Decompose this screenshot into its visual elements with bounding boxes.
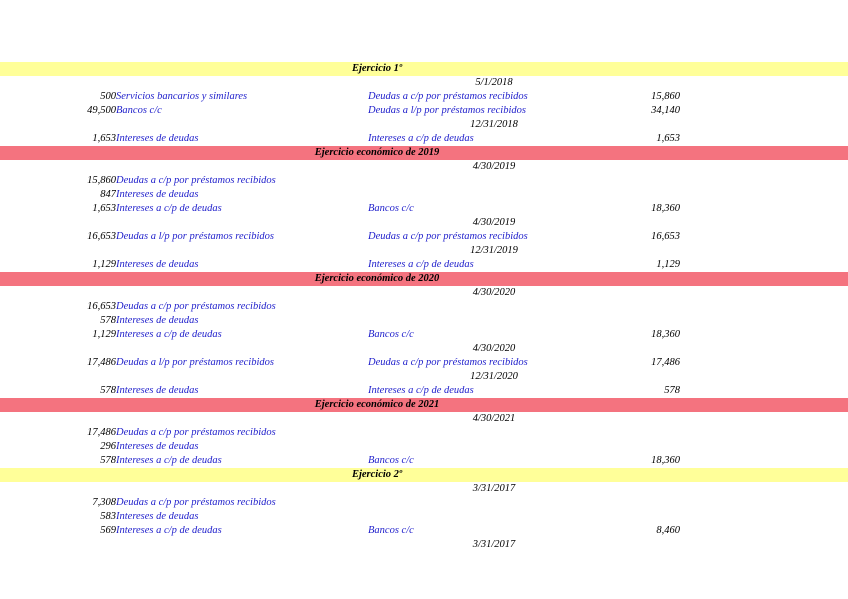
debit-amount: 578: [100, 315, 116, 326]
credit-account: Bancos c/c: [368, 525, 414, 536]
credit-amount: [620, 440, 680, 454]
row-gutter: [0, 468, 74, 482]
credit-account: Bancos c/c: [368, 329, 414, 340]
debit-account: Intereses de deudas: [116, 385, 199, 396]
credit-account: Deudas a c/p por préstamos recibidos: [368, 357, 528, 368]
ledger-entry-row: [0, 132, 848, 146]
debit-account: Intereses de deudas: [116, 315, 199, 326]
credit-account: Intereses a c/p de deudas: [368, 133, 474, 144]
row-right-blank: [620, 118, 680, 132]
credit-amount: [620, 426, 680, 440]
row-gutter: [0, 524, 74, 538]
debit-account: Intereses de deudas: [116, 189, 199, 200]
credit-account: [368, 300, 620, 314]
debit-amount: 1,653: [92, 203, 116, 214]
row-gutter: [0, 230, 74, 244]
row-tail: [680, 314, 848, 328]
row-gutter: [0, 440, 74, 454]
ledger-entry-date: 3/31/2017: [472, 483, 516, 494]
row-tail: [680, 160, 848, 174]
row-tail: [680, 328, 848, 342]
ledger-date-row: [0, 370, 848, 384]
debit-amount: 1,129: [92, 329, 116, 340]
row-tail: [680, 188, 848, 202]
row-tail: [680, 356, 848, 370]
credit-account: Bancos c/c: [368, 203, 414, 214]
ledger-banner-label: Ejercicio económico de 2021: [74, 398, 680, 412]
credit-account: Deudas a c/p por préstamos recibidos: [368, 91, 528, 102]
debit-account: Intereses a c/p de deudas: [116, 203, 222, 214]
ledger-entry-row: [0, 510, 848, 524]
ledger-entry-row: [0, 104, 848, 118]
credit-account: [368, 440, 620, 454]
row-tail: [680, 370, 848, 384]
row-tail: [680, 90, 848, 104]
credit-account: [368, 188, 620, 202]
row-tail: [680, 132, 848, 146]
debit-amount: 16,653: [87, 231, 116, 242]
row-tail: [680, 342, 848, 356]
ledger-entry-row: [0, 300, 848, 314]
row-tail: [680, 104, 848, 118]
row-gutter: [0, 258, 74, 272]
ledger-date-row: [0, 538, 848, 552]
row-tail: [680, 454, 848, 468]
row-right-blank: [620, 244, 680, 258]
row-right-blank: [620, 370, 680, 384]
credit-amount: 15,860: [651, 91, 681, 102]
credit-amount: 34,140: [651, 105, 681, 116]
credit-amount: 18,360: [651, 455, 681, 466]
row-tail: [680, 524, 848, 538]
row-gutter: [0, 146, 74, 160]
ledger-date-row: [0, 342, 848, 356]
debit-account: Intereses a c/p de deudas: [116, 329, 222, 340]
row-tail: [680, 202, 848, 216]
credit-amount: 18,360: [651, 203, 681, 214]
row-gutter: [0, 314, 74, 328]
row-tail: [680, 412, 848, 426]
debit-amount: 17,486: [87, 427, 116, 438]
credit-amount: [620, 174, 680, 188]
row-gutter: [0, 160, 74, 174]
debit-amount: 49,500: [87, 105, 116, 116]
debit-account: Intereses de deudas: [116, 441, 199, 452]
ledger-banner-row: [0, 62, 848, 76]
ledger-entry-date: 3/31/2017: [472, 539, 516, 550]
row-gutter: [0, 202, 74, 216]
debit-amount: 583: [100, 511, 116, 522]
ledger-entry-date: 4/30/2020: [472, 343, 516, 354]
row-right-blank: [620, 160, 680, 174]
ledger-banner-label: Ejercicio 2º: [74, 468, 680, 482]
ledger-date-row: [0, 160, 848, 174]
ledger-entry-date: 12/31/2020: [470, 371, 518, 382]
row-gutter: [0, 272, 74, 286]
debit-account: Deudas a c/p por préstamos recibidos: [116, 427, 276, 438]
credit-amount: 18,360: [651, 329, 681, 340]
debit-account: Deudas a l/p por préstamos recibidos: [116, 231, 274, 242]
ledger-entry-date: 12/31/2018: [470, 119, 518, 130]
ledger-entry-row: [0, 426, 848, 440]
debit-account: Servicios bancarios y similares: [116, 91, 248, 102]
row-gutter: [0, 328, 74, 342]
row-left-blank: [74, 342, 368, 356]
debit-account: Bancos c/c: [116, 105, 162, 116]
ledger-banner-row: [0, 468, 848, 482]
row-gutter: [0, 216, 74, 230]
debit-amount: 578: [100, 455, 116, 466]
ledger-date-row: [0, 216, 848, 230]
credit-amount: 16,653: [651, 231, 681, 242]
ledger-entry-row: [0, 454, 848, 468]
row-right-blank: [620, 286, 680, 300]
debit-amount: 578: [100, 385, 116, 396]
ledger-entry-date: 5/1/2018: [475, 77, 513, 88]
ledger-entry-row: [0, 524, 848, 538]
credit-amount: [620, 496, 680, 510]
row-gutter: [0, 538, 74, 552]
row-gutter: [0, 300, 74, 314]
ledger-entry-row: [0, 314, 848, 328]
ledger-entry-date: 12/31/2019: [470, 245, 518, 256]
row-gutter: [0, 496, 74, 510]
ledger-entry-date: 4/30/2021: [472, 413, 516, 424]
row-gutter: [0, 510, 74, 524]
credit-account: Bancos c/c: [368, 455, 414, 466]
credit-account: [368, 510, 620, 524]
debit-account: Deudas a c/p por préstamos recibidos: [116, 175, 276, 186]
credit-amount: 8,460: [656, 525, 681, 536]
ledger-entry-row: [0, 174, 848, 188]
row-tail: [680, 272, 848, 286]
debit-amount: 16,653: [87, 301, 116, 312]
ledger-entry-row: [0, 188, 848, 202]
credit-amount: [620, 188, 680, 202]
ledger-entry-row: [0, 202, 848, 216]
ledger-banner-label: Ejercicio 1º: [74, 62, 680, 76]
credit-account: Deudas a c/p por préstamos recibidos: [368, 231, 528, 242]
row-left-blank: [74, 370, 368, 384]
row-gutter: [0, 104, 74, 118]
ledger-entry-row: [0, 356, 848, 370]
credit-account: [368, 174, 620, 188]
credit-account: Intereses a c/p de deudas: [368, 259, 474, 270]
row-left-blank: [74, 244, 368, 258]
row-tail: [680, 118, 848, 132]
debit-amount: 1,653: [92, 133, 116, 144]
debit-amount: 296: [100, 441, 116, 452]
row-gutter: [0, 356, 74, 370]
debit-account: Intereses de deudas: [116, 511, 199, 522]
debit-account: Deudas a l/p por préstamos recibidos: [116, 357, 274, 368]
ledger-body: [0, 62, 848, 552]
row-tail: [680, 510, 848, 524]
row-gutter: [0, 76, 74, 90]
debit-amount: 569: [100, 525, 116, 536]
credit-account: [368, 426, 620, 440]
ledger-banner-row: [0, 398, 848, 412]
debit-amount: 500: [100, 91, 116, 102]
ledger-entry-date: 4/30/2019: [472, 161, 516, 172]
row-tail: [680, 76, 848, 90]
row-tail: [680, 496, 848, 510]
row-tail: [680, 174, 848, 188]
row-gutter: [0, 384, 74, 398]
row-gutter: [0, 62, 74, 76]
row-tail: [680, 300, 848, 314]
debit-amount: 1,129: [92, 259, 116, 270]
row-gutter: [0, 482, 74, 496]
credit-amount: [620, 300, 680, 314]
row-left-blank: [74, 160, 368, 174]
row-tail: [680, 426, 848, 440]
row-gutter: [0, 188, 74, 202]
credit-amount: 17,486: [651, 357, 681, 368]
credit-account: [368, 314, 620, 328]
row-tail: [680, 230, 848, 244]
row-right-blank: [620, 216, 680, 230]
ledger-date-row: [0, 244, 848, 258]
credit-amount: 1,129: [656, 259, 681, 270]
row-gutter: [0, 174, 74, 188]
row-gutter: [0, 342, 74, 356]
row-gutter: [0, 118, 74, 132]
ledger-date-row: [0, 482, 848, 496]
ledger-entry-row: [0, 328, 848, 342]
credit-account: Intereses a c/p de deudas: [368, 385, 474, 396]
row-right-blank: [620, 482, 680, 496]
credit-amount: [620, 510, 680, 524]
ledger-date-row: [0, 286, 848, 300]
ledger-entry-row: [0, 440, 848, 454]
row-gutter: [0, 426, 74, 440]
row-right-blank: [620, 342, 680, 356]
row-left-blank: [74, 412, 368, 426]
credit-account: Deudas a l/p por préstamos recibidos: [368, 105, 526, 116]
credit-account: [368, 496, 620, 510]
ledger-entry-row: [0, 384, 848, 398]
ledger-table: [0, 62, 848, 552]
ledger-entry-row: [0, 90, 848, 104]
row-tail: [680, 468, 848, 482]
debit-amount: 15,860: [87, 175, 116, 186]
debit-account: Intereses de deudas: [116, 133, 199, 144]
ledger-entry-row: [0, 258, 848, 272]
debit-account: Intereses a c/p de deudas: [116, 525, 222, 536]
row-left-blank: [74, 538, 368, 552]
ledger-entry-date: 4/30/2019: [472, 217, 516, 228]
row-gutter: [0, 286, 74, 300]
row-tail: [680, 538, 848, 552]
row-left-blank: [74, 482, 368, 496]
debit-account: Deudas a c/p por préstamos recibidos: [116, 497, 276, 508]
row-left-blank: [74, 118, 368, 132]
row-gutter: [0, 132, 74, 146]
ledger-banner-label: Ejercicio económico de 2019: [74, 146, 680, 160]
ledger-date-row: [0, 76, 848, 90]
row-right-blank: [620, 412, 680, 426]
debit-account: Intereses a c/p de deudas: [116, 455, 222, 466]
row-gutter: [0, 90, 74, 104]
row-gutter: [0, 412, 74, 426]
ledger-entry-row: [0, 230, 848, 244]
row-tail: [680, 216, 848, 230]
ledger-banner-row: [0, 146, 848, 160]
ledger-banner-label: Ejercicio económico de 2020: [74, 272, 680, 286]
row-tail: [680, 384, 848, 398]
row-gutter: [0, 370, 74, 384]
debit-amount: 7,308: [92, 497, 116, 508]
ledger-date-row: [0, 118, 848, 132]
row-left-blank: [74, 286, 368, 300]
row-tail: [680, 258, 848, 272]
row-right-blank: [620, 538, 680, 552]
row-right-blank: [620, 76, 680, 90]
row-left-blank: [74, 76, 368, 90]
row-gutter: [0, 398, 74, 412]
credit-amount: 1,653: [656, 133, 681, 144]
row-tail: [680, 398, 848, 412]
row-tail: [680, 440, 848, 454]
ledger-banner-row: [0, 272, 848, 286]
debit-account: Deudas a c/p por préstamos recibidos: [116, 301, 276, 312]
credit-amount: 578: [664, 385, 681, 396]
row-left-blank: [74, 216, 368, 230]
ledger-date-row: [0, 412, 848, 426]
ledger-entry-date: 4/30/2020: [472, 287, 516, 298]
ledger-entry-row: [0, 496, 848, 510]
debit-amount: 847: [100, 189, 116, 200]
row-gutter: [0, 244, 74, 258]
row-tail: [680, 62, 848, 76]
row-tail: [680, 244, 848, 258]
row-tail: [680, 286, 848, 300]
row-gutter: [0, 454, 74, 468]
credit-amount: [620, 314, 680, 328]
row-tail: [680, 146, 848, 160]
debit-account: Intereses de deudas: [116, 259, 199, 270]
debit-amount: 17,486: [87, 357, 116, 368]
row-tail: [680, 482, 848, 496]
